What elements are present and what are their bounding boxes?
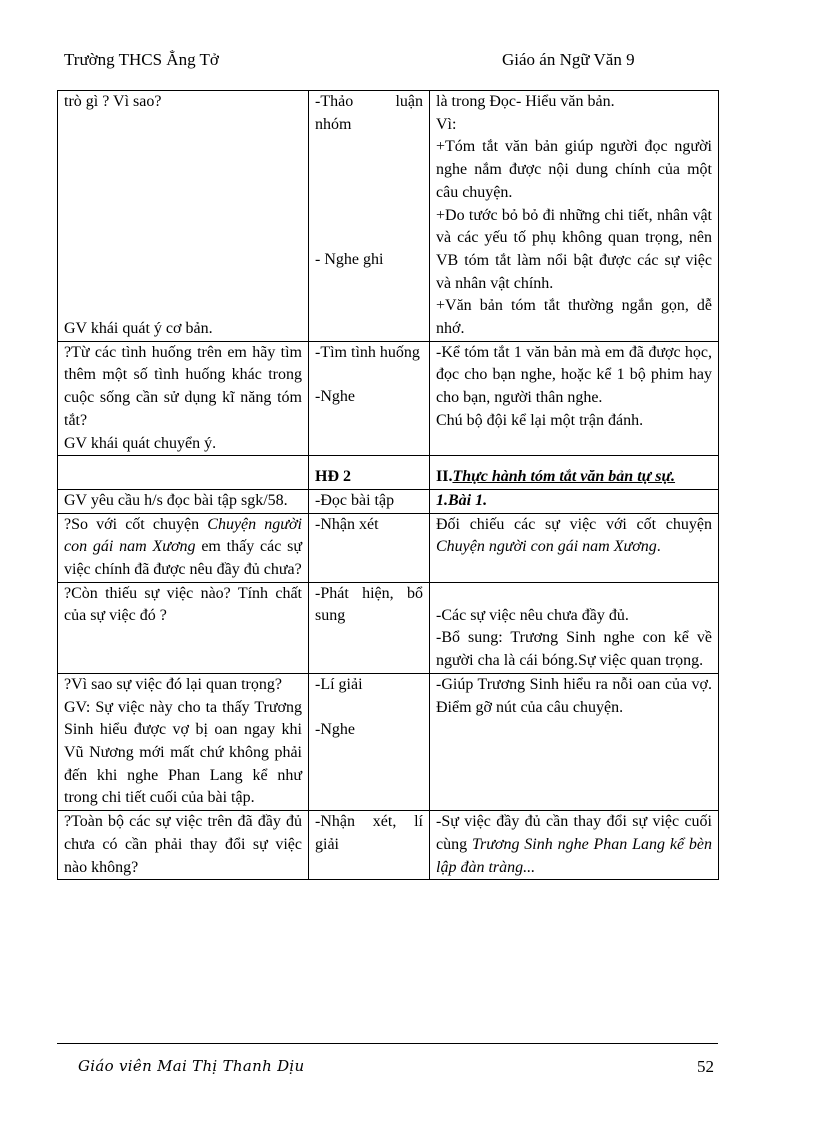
student-text: -Tìm tình huống xyxy=(315,343,420,361)
teacher-text: ?So với cốt chuyện Chuyện người con gái nam Xương em thấy các sự việc chính đã được nêu đầy đủ chưa? xyxy=(64,515,303,579)
content-text: +Văn bản tóm tắt thường ngắn gọn, dễ nhớ. xyxy=(436,297,712,338)
lesson-table xyxy=(57,90,719,880)
teacher-cell xyxy=(58,673,309,810)
content-cell xyxy=(430,91,719,342)
activity-label: HĐ 2 xyxy=(315,468,351,486)
content-text: +Tóm tắt văn bản giúp người đọc người nghe nắm được nội dung chính của một câu chuyện. xyxy=(436,138,712,201)
student-text: - Nghe ghi xyxy=(315,251,384,269)
teacher-cell xyxy=(58,489,309,513)
teacher-cell xyxy=(58,811,309,880)
content-text: -Giúp Trương Sinh hiểu ra nỗi oan của vợ. Điểm gỡ nút của câu chuyện. xyxy=(436,675,712,716)
teacher-text: GV khái quát chuyển ý. xyxy=(64,434,217,452)
content-text: Chú bộ đội kể lại một trận đánh. xyxy=(436,411,644,429)
student-text: -Nhận xét xyxy=(315,515,379,533)
content-cell xyxy=(430,582,719,673)
student-text: -Phát hiện, bổ sung xyxy=(315,584,423,625)
teacher-text: ?Còn thiếu sự việc nào? Tính chất của sự việc đó ? xyxy=(64,584,302,625)
student-cell xyxy=(309,811,430,880)
footer-rule xyxy=(57,1043,718,1044)
table-row xyxy=(58,513,719,582)
teacher-cell xyxy=(58,513,309,582)
content-text: Vì: xyxy=(436,115,457,133)
section-title: Thực hành tóm tắt văn bản tự sự. xyxy=(452,468,676,486)
school-name: Trường THCS Ẳng Tở xyxy=(64,50,219,69)
table-row xyxy=(58,91,719,342)
content-text: +Do tước bỏ bỏ đi những chi tiết, nhân vật và các yếu tố phụ không quan trọng, nên VB tóm tắt làm nổi bật được các sự việc và nhân vật chính. xyxy=(436,206,712,292)
teacher-text: GV yêu cầu h/s đọc bài tập sgk/58. xyxy=(64,491,288,509)
student-text: -Thảo luận nhóm xyxy=(315,93,423,133)
student-text: -Lí giải xyxy=(315,675,363,693)
teacher-text: ?Toàn bộ các sự việc trên đã đầy đủ chưa có cần phải thay đổi sự việc nào không? xyxy=(64,813,302,876)
exercise-heading: 1.Bài 1. xyxy=(436,491,488,509)
table-row xyxy=(58,582,719,673)
content-cell xyxy=(430,489,719,513)
teacher-cell xyxy=(58,582,309,673)
content-cell xyxy=(430,513,719,582)
content-cell xyxy=(430,673,719,810)
student-cell xyxy=(309,582,430,673)
teacher-text: GV: Sự việc này cho ta thấy Trương Sinh hiểu được vợ bị oan ngay khi Vũ Nương mới mất chứ không phải đến khi nghe Phan Lang kể như trong chi tiết cuối của bài tập. xyxy=(64,698,302,807)
student-cell xyxy=(309,456,430,490)
table-row xyxy=(58,811,719,880)
teacher-cell xyxy=(58,341,309,456)
table-row xyxy=(58,489,719,513)
table-row xyxy=(58,341,719,456)
section-number: II. xyxy=(436,468,453,486)
teacher-text: ?Vì sao sự việc đó lại quan trọng? xyxy=(64,675,282,693)
student-cell xyxy=(309,341,430,456)
content-text: là trong Đọc- Hiểu văn bản. xyxy=(436,93,615,110)
teacher-text: GV khái quát ý cơ bản. xyxy=(64,319,213,337)
content-text: -Sự việc đầy đủ cần thay đổi sự việc cuối cùng Trương Sinh nghe Phan Lang kể bèn lập đàn tràng... xyxy=(436,813,713,876)
teacher-name: Giáo viên Mai Thị Thanh Dịu xyxy=(78,1057,305,1075)
content-text: -Kể tóm tắt 1 văn bản mà em đã được học, đọc cho bạn nghe, hoặc kể 1 bộ phim hay cho bạn, người thân nghe. xyxy=(436,343,712,407)
content-cell xyxy=(430,456,719,490)
teacher-cell xyxy=(58,456,309,490)
teacher-cell xyxy=(58,91,309,342)
teacher-text: ?Từ các tình huống trên em hãy tìm thêm một số tình huống khác trong cuộc sống cần sử dụng kĩ năng tóm tắt? xyxy=(64,343,302,429)
subject-title: Giáo án Ngữ Văn 9 xyxy=(502,50,635,69)
student-text: -Đọc bài tập xyxy=(315,491,395,509)
student-cell xyxy=(309,673,430,810)
content-text: Đối chiếu các sự việc với cốt chuyện Chuyện người con gái nam Xương. xyxy=(436,515,712,556)
student-text: -Nhận xét, lí giải xyxy=(315,813,423,853)
page-number: 52 xyxy=(697,1057,714,1076)
teacher-text: trò gì ? Vì sao? xyxy=(64,93,162,110)
content-text: -Các sự việc nêu chưa đầy đủ. xyxy=(436,606,629,624)
content-text: -Bổ sung: Trương Sinh nghe con kể về người cha là cái bóng.Sự việc quan trọng. xyxy=(436,629,712,670)
table-row xyxy=(58,673,719,810)
student-cell xyxy=(309,91,430,342)
student-cell xyxy=(309,513,430,582)
content-cell xyxy=(430,811,719,880)
table-row xyxy=(58,456,719,490)
student-text: -Nghe xyxy=(315,720,355,738)
student-cell xyxy=(309,489,430,513)
content-cell xyxy=(430,341,719,456)
student-text: -Nghe xyxy=(315,388,355,406)
